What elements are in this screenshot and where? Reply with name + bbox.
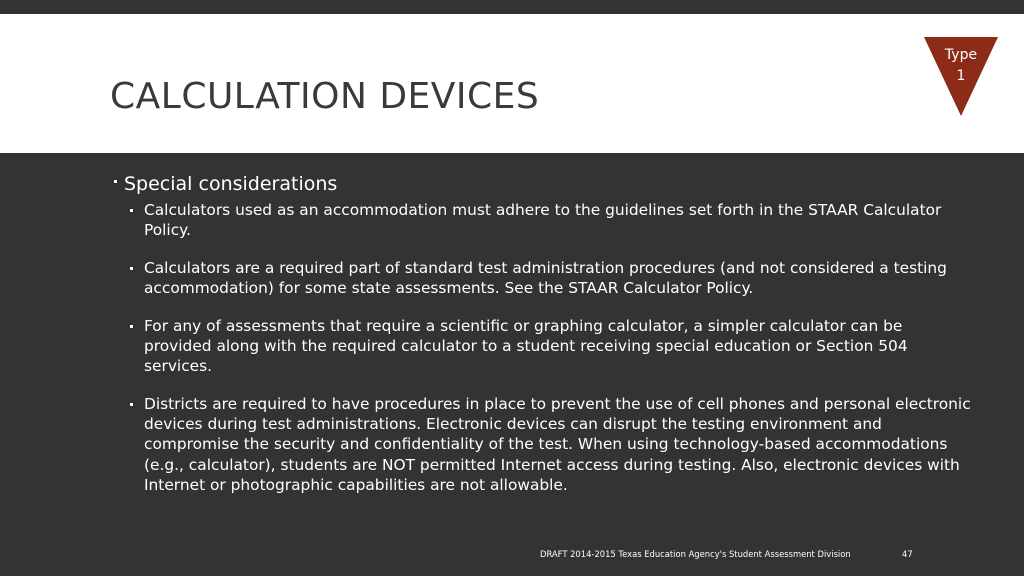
bullet-icon	[130, 267, 133, 270]
list-item-text: Calculators used as an accommodation must adhere to the guidelines set forth in the STAAR Calculator Policy.	[144, 201, 942, 240]
top-strip	[0, 0, 1024, 14]
bullet-icon	[114, 180, 117, 183]
slide-header	[0, 14, 1024, 153]
bullet-icon	[130, 325, 133, 328]
list-item	[144, 200, 974, 240]
bullet-icon	[130, 403, 133, 406]
list-item-text: Calculators are a required part of standard test administration procedures (and not considered a testing accommodation) for some state assessments. See the STAAR Calculator Policy.	[144, 258, 947, 298]
badge-line-2: 1	[956, 68, 966, 84]
list-item	[144, 316, 974, 377]
bullet-list	[144, 200, 974, 512]
list-item-text: Districts are required to have procedures in place to prevent the use of cell phones and personal electronic devices during test administrations. Electronic devices can disrupt the testing environment and compromise the security and confidentiality of the test. When using technology-based accommodations (e.g., calculator), students are NOT permitted Internet access during testing. Also, electronic devices with Internet or photographic capabilities are not allowable.	[144, 394, 971, 494]
list-item-text: For any of assessments that require a scientific or graphing calculator, a simpler calculator can be provided along with the required calculator to a student receiving special education or Section 504 services.	[144, 316, 908, 376]
bullet-icon	[130, 209, 133, 212]
slide-title: CALCULATION DEVICES	[110, 76, 540, 117]
list-item	[144, 394, 974, 495]
slide-content	[0, 153, 1024, 576]
page-number: 47	[902, 549, 913, 559]
list-item	[144, 258, 974, 298]
badge-line-1: Type	[944, 47, 978, 63]
badge-label	[924, 45, 998, 87]
section-heading: Special considerations	[124, 173, 338, 195]
footer-text: DRAFT 2014-2015 Texas Education Agency's Student Assessment Division	[540, 549, 851, 559]
type-badge	[924, 37, 998, 116]
